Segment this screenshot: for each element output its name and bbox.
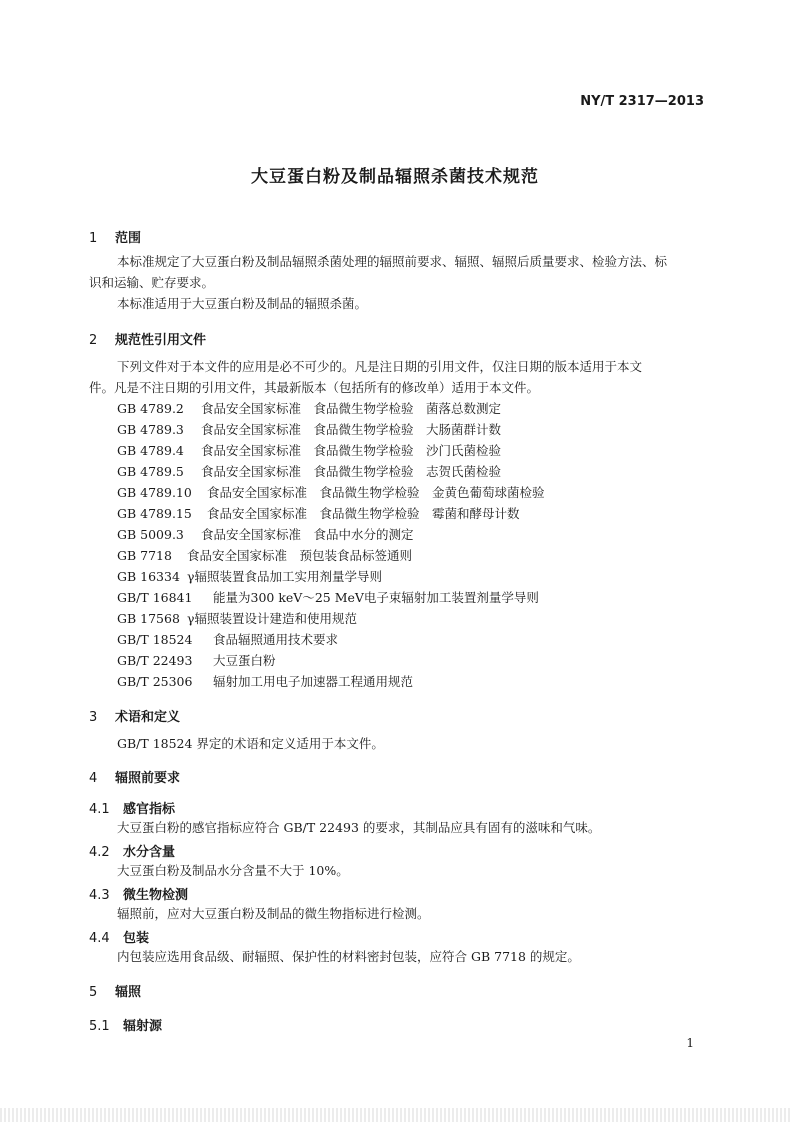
document-title: 大豆蛋白粉及制品辐照杀菌技术规范 <box>251 167 539 187</box>
reference-title: γ辐照装置食品加工实用剂量学导则 <box>187 569 382 584</box>
reference-code: GB 4789.3 <box>117 422 184 437</box>
reference-title: 食品安全国家标准 食品微生物学检验 菌落总数测定 <box>201 401 502 416</box>
subsection-title: 微生物检测 <box>123 888 189 903</box>
paragraph: 大豆蛋白粉的感官指标应符合 GB/T 22493 的要求，其制品应具有固有的滋味和气味。 <box>117 820 601 835</box>
subsection-title: 包装 <box>123 931 150 946</box>
section-1-heading <box>89 227 141 246</box>
reference-title: γ辐照装置设计建造和使用规范 <box>187 611 357 626</box>
reference-code: GB 5009.3 <box>117 527 184 542</box>
reference-item <box>117 441 501 461</box>
subsection-title: 水分含量 <box>123 845 176 860</box>
section-title: 术语和定义 <box>115 710 181 725</box>
paragraph: 辐照前，应对大豆蛋白粉及制品的微生物指标进行检测。 <box>117 906 430 921</box>
subsection-heading <box>89 927 149 946</box>
subsection-number: 4.2 <box>89 845 110 860</box>
reference-item <box>117 672 413 692</box>
section-title: 规范性引用文件 <box>115 333 207 348</box>
reference-title: 食品安全国家标准 食品微生物学检验 霉菌和酵母计数 <box>207 506 520 521</box>
paragraph: 大豆蛋白粉及制品水分含量不大于 10%。 <box>117 863 349 878</box>
reference-code: GB/T 18524 <box>117 632 193 647</box>
reference-title: 食品安全国家标准 食品微生物学检验 志贺氏菌检验 <box>201 464 502 479</box>
subsection-heading <box>89 798 175 817</box>
section-2-heading <box>89 329 206 348</box>
subsection-heading <box>89 1015 162 1034</box>
paragraph: GB/T 18524 界定的术语和定义适用于本文件。 <box>117 736 384 751</box>
reference-item <box>117 525 414 545</box>
paragraph: 件。凡是不注日期的引用文件，其最新版本（包括所有的修改单）适用于本文件。 <box>89 380 540 395</box>
reference-code: GB 4789.10 <box>117 485 192 500</box>
standard-code: NY/T 2317—2013 <box>580 94 704 109</box>
reference-item <box>117 651 276 671</box>
reference-code: GB 17568 <box>117 611 180 626</box>
reference-code: GB/T 22493 <box>117 653 193 668</box>
section-number: 2 <box>89 333 98 348</box>
section-title: 辐照前要求 <box>115 771 181 786</box>
subsection-number: 4.1 <box>89 802 110 817</box>
reference-code: GB 4789.5 <box>117 464 184 479</box>
paragraph: 识和运输、贮存要求。 <box>89 275 215 290</box>
reference-title: 大豆蛋白粉 <box>213 653 276 668</box>
section-number: 3 <box>89 710 98 725</box>
reference-item <box>117 399 501 419</box>
section-5-heading <box>89 981 141 1000</box>
subsection-number: 5.1 <box>89 1019 110 1034</box>
reference-item <box>117 546 412 566</box>
reference-item <box>117 420 501 440</box>
paragraph: 本标准适用于大豆蛋白粉及制品的辐照杀菌。 <box>117 296 368 311</box>
paragraph: 内包装应选用食品级、耐辐照、保护性的材料密封包装，应符合 GB 7718 的规定。 <box>117 949 580 964</box>
section-number: 1 <box>89 231 98 246</box>
reference-code: GB 7718 <box>117 548 172 563</box>
subsection-title: 感官指标 <box>123 802 176 817</box>
reference-code: GB 16334 <box>117 569 180 584</box>
reference-code: GB/T 25306 <box>117 674 193 689</box>
reference-title: 辐射加工用电子加速器工程通用规范 <box>213 674 414 689</box>
page-number: 1 <box>686 1036 694 1050</box>
reference-title: 食品安全国家标准 食品中水分的测定 <box>201 527 414 542</box>
reference-item <box>117 609 357 629</box>
reference-title: 能量为300 keV～25 MeV电子束辐射加工装置剂量学导则 <box>213 590 539 605</box>
reference-item <box>117 588 539 608</box>
section-number: 5 <box>89 985 98 1000</box>
section-title: 辐照 <box>115 985 142 1000</box>
reference-item <box>117 462 501 482</box>
section-4-heading <box>89 767 180 786</box>
reference-title: 食品安全国家标准 食品微生物学检验 沙门氏菌检验 <box>201 443 502 458</box>
paragraph: 本标准规定了大豆蛋白粉及制品辐照杀菌处理的辐照前要求、辐照、辐照后质量要求、检验方法、标 <box>117 254 668 269</box>
reference-title: 食品安全国家标准 食品微生物学检验 金黄色葡萄球菌检验 <box>207 485 545 500</box>
reference-code: GB 4789.2 <box>117 401 184 416</box>
section-3-heading <box>89 706 180 725</box>
paragraph: 下列文件对于本文件的应用是必不可少的。凡是注日期的引用文件，仅注日期的版本适用于本文 <box>117 359 643 374</box>
reference-title: 食品安全国家标准 预包装食品标签通则 <box>187 548 413 563</box>
section-title: 范围 <box>115 231 142 246</box>
subsection-title: 辐射源 <box>123 1019 163 1034</box>
reference-title: 食品安全国家标准 食品微生物学检验 大肠菌群计数 <box>201 422 502 437</box>
scan-artifact-strip <box>0 1108 790 1122</box>
reference-item <box>117 504 520 524</box>
reference-item <box>117 630 338 650</box>
reference-code: GB 4789.15 <box>117 506 192 521</box>
reference-item <box>117 567 382 587</box>
subsection-number: 4.3 <box>89 888 110 903</box>
section-number: 4 <box>89 771 98 786</box>
reference-title: 食品辐照通用技术要求 <box>213 632 339 647</box>
subsection-number: 4.4 <box>89 931 110 946</box>
reference-code: GB/T 16841 <box>117 590 193 605</box>
reference-item <box>117 483 545 503</box>
subsection-heading <box>89 884 188 903</box>
reference-code: GB 4789.4 <box>117 443 184 458</box>
subsection-heading <box>89 841 175 860</box>
